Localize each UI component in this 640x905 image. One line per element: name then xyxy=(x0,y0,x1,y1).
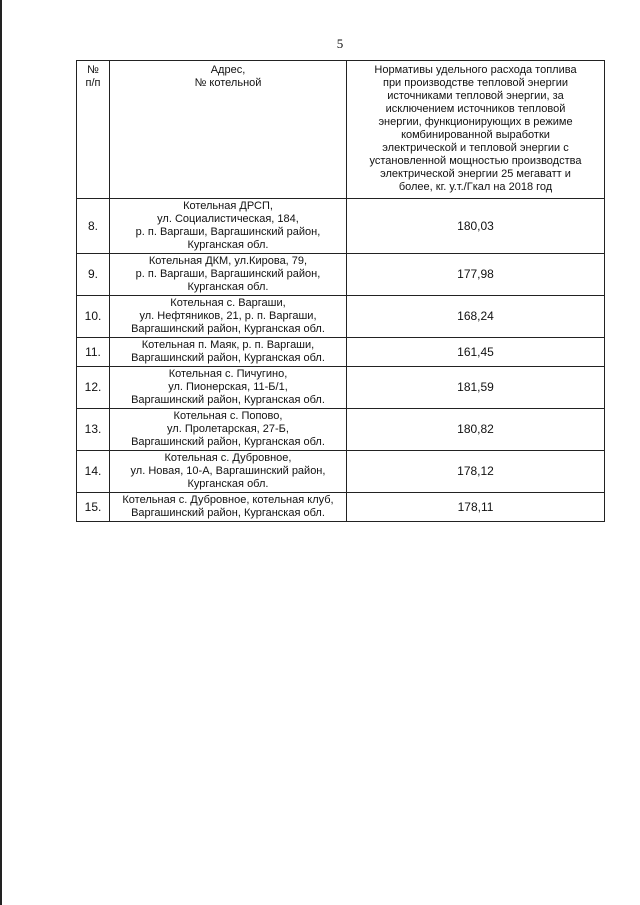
row-address: Котельная с. Пичугино, ул. Пионерская, 11-Б/1, Варгашинский район, Курганская обл. xyxy=(110,367,347,409)
row-number: 12. xyxy=(77,367,110,409)
row-value: 178,12 xyxy=(347,451,605,493)
header-address: Адрес, № котельной xyxy=(110,61,347,199)
table-row xyxy=(77,296,605,338)
table-row xyxy=(77,451,605,493)
row-address: Котельная с. Попово, ул. Пролетарская, 27-Б, Варгашинский район, Курганская обл. xyxy=(110,409,347,451)
row-value: 168,24 xyxy=(347,296,605,338)
row-number: 9. xyxy=(77,254,110,296)
row-value: 181,59 xyxy=(347,367,605,409)
row-value: 178,11 xyxy=(347,493,605,522)
row-number: 15. xyxy=(77,493,110,522)
table-row xyxy=(77,254,605,296)
row-address: Котельная ДКМ, ул.Кирова, 79, р. п. Варгаши, Варгашинский район, Курганская обл. xyxy=(110,254,347,296)
row-address: Котельная п. Маяк, р. п. Варгаши, Варгашинский район, Курганская обл. xyxy=(110,338,347,367)
row-number: 11. xyxy=(77,338,110,367)
table-row xyxy=(77,493,605,522)
row-address: Котельная с. Варгаши, ул. Нефтяников, 21, р. п. Варгаши, Варгашинский район, Курганская обл. xyxy=(110,296,347,338)
table-header-row xyxy=(77,61,605,199)
row-address: Котельная с. Дубровное, ул. Новая, 10-А, Варгашинский район, Курганская обл. xyxy=(110,451,347,493)
row-number: 8. xyxy=(77,199,110,254)
row-address: Котельная ДРСП, ул. Социалистическая, 184, р. п. Варгаши, Варгашинский район, Курганская обл. xyxy=(110,199,347,254)
row-value: 161,45 xyxy=(347,338,605,367)
row-number: 10. xyxy=(77,296,110,338)
header-norm: Нормативы удельного расхода топлива при производстве тепловой энергии источниками тепловой энергии, за исключением источников тепловой энергии, функционирующих в режиме комбинированной выработки электрической и тепловой энергии с установленной мощностью производства электрической энергии 25 мегаватт и более, кг. у.т./Гкал на 2018 год xyxy=(347,61,605,199)
table-row xyxy=(77,199,605,254)
row-number: 14. xyxy=(77,451,110,493)
header-num: № п/п xyxy=(77,61,110,199)
fuel-norms-table xyxy=(76,60,605,522)
row-value: 177,98 xyxy=(347,254,605,296)
row-number: 13. xyxy=(77,409,110,451)
table-row xyxy=(77,367,605,409)
page-number: 5 xyxy=(336,36,344,51)
table-row xyxy=(77,338,605,367)
row-value: 180,03 xyxy=(347,199,605,254)
row-address: Котельная с. Дубровное, котельная клуб, Варгашинский район, Курганская обл. xyxy=(110,493,347,522)
page-edge-rule xyxy=(0,0,2,905)
row-value: 180,82 xyxy=(347,409,605,451)
table-row xyxy=(77,409,605,451)
